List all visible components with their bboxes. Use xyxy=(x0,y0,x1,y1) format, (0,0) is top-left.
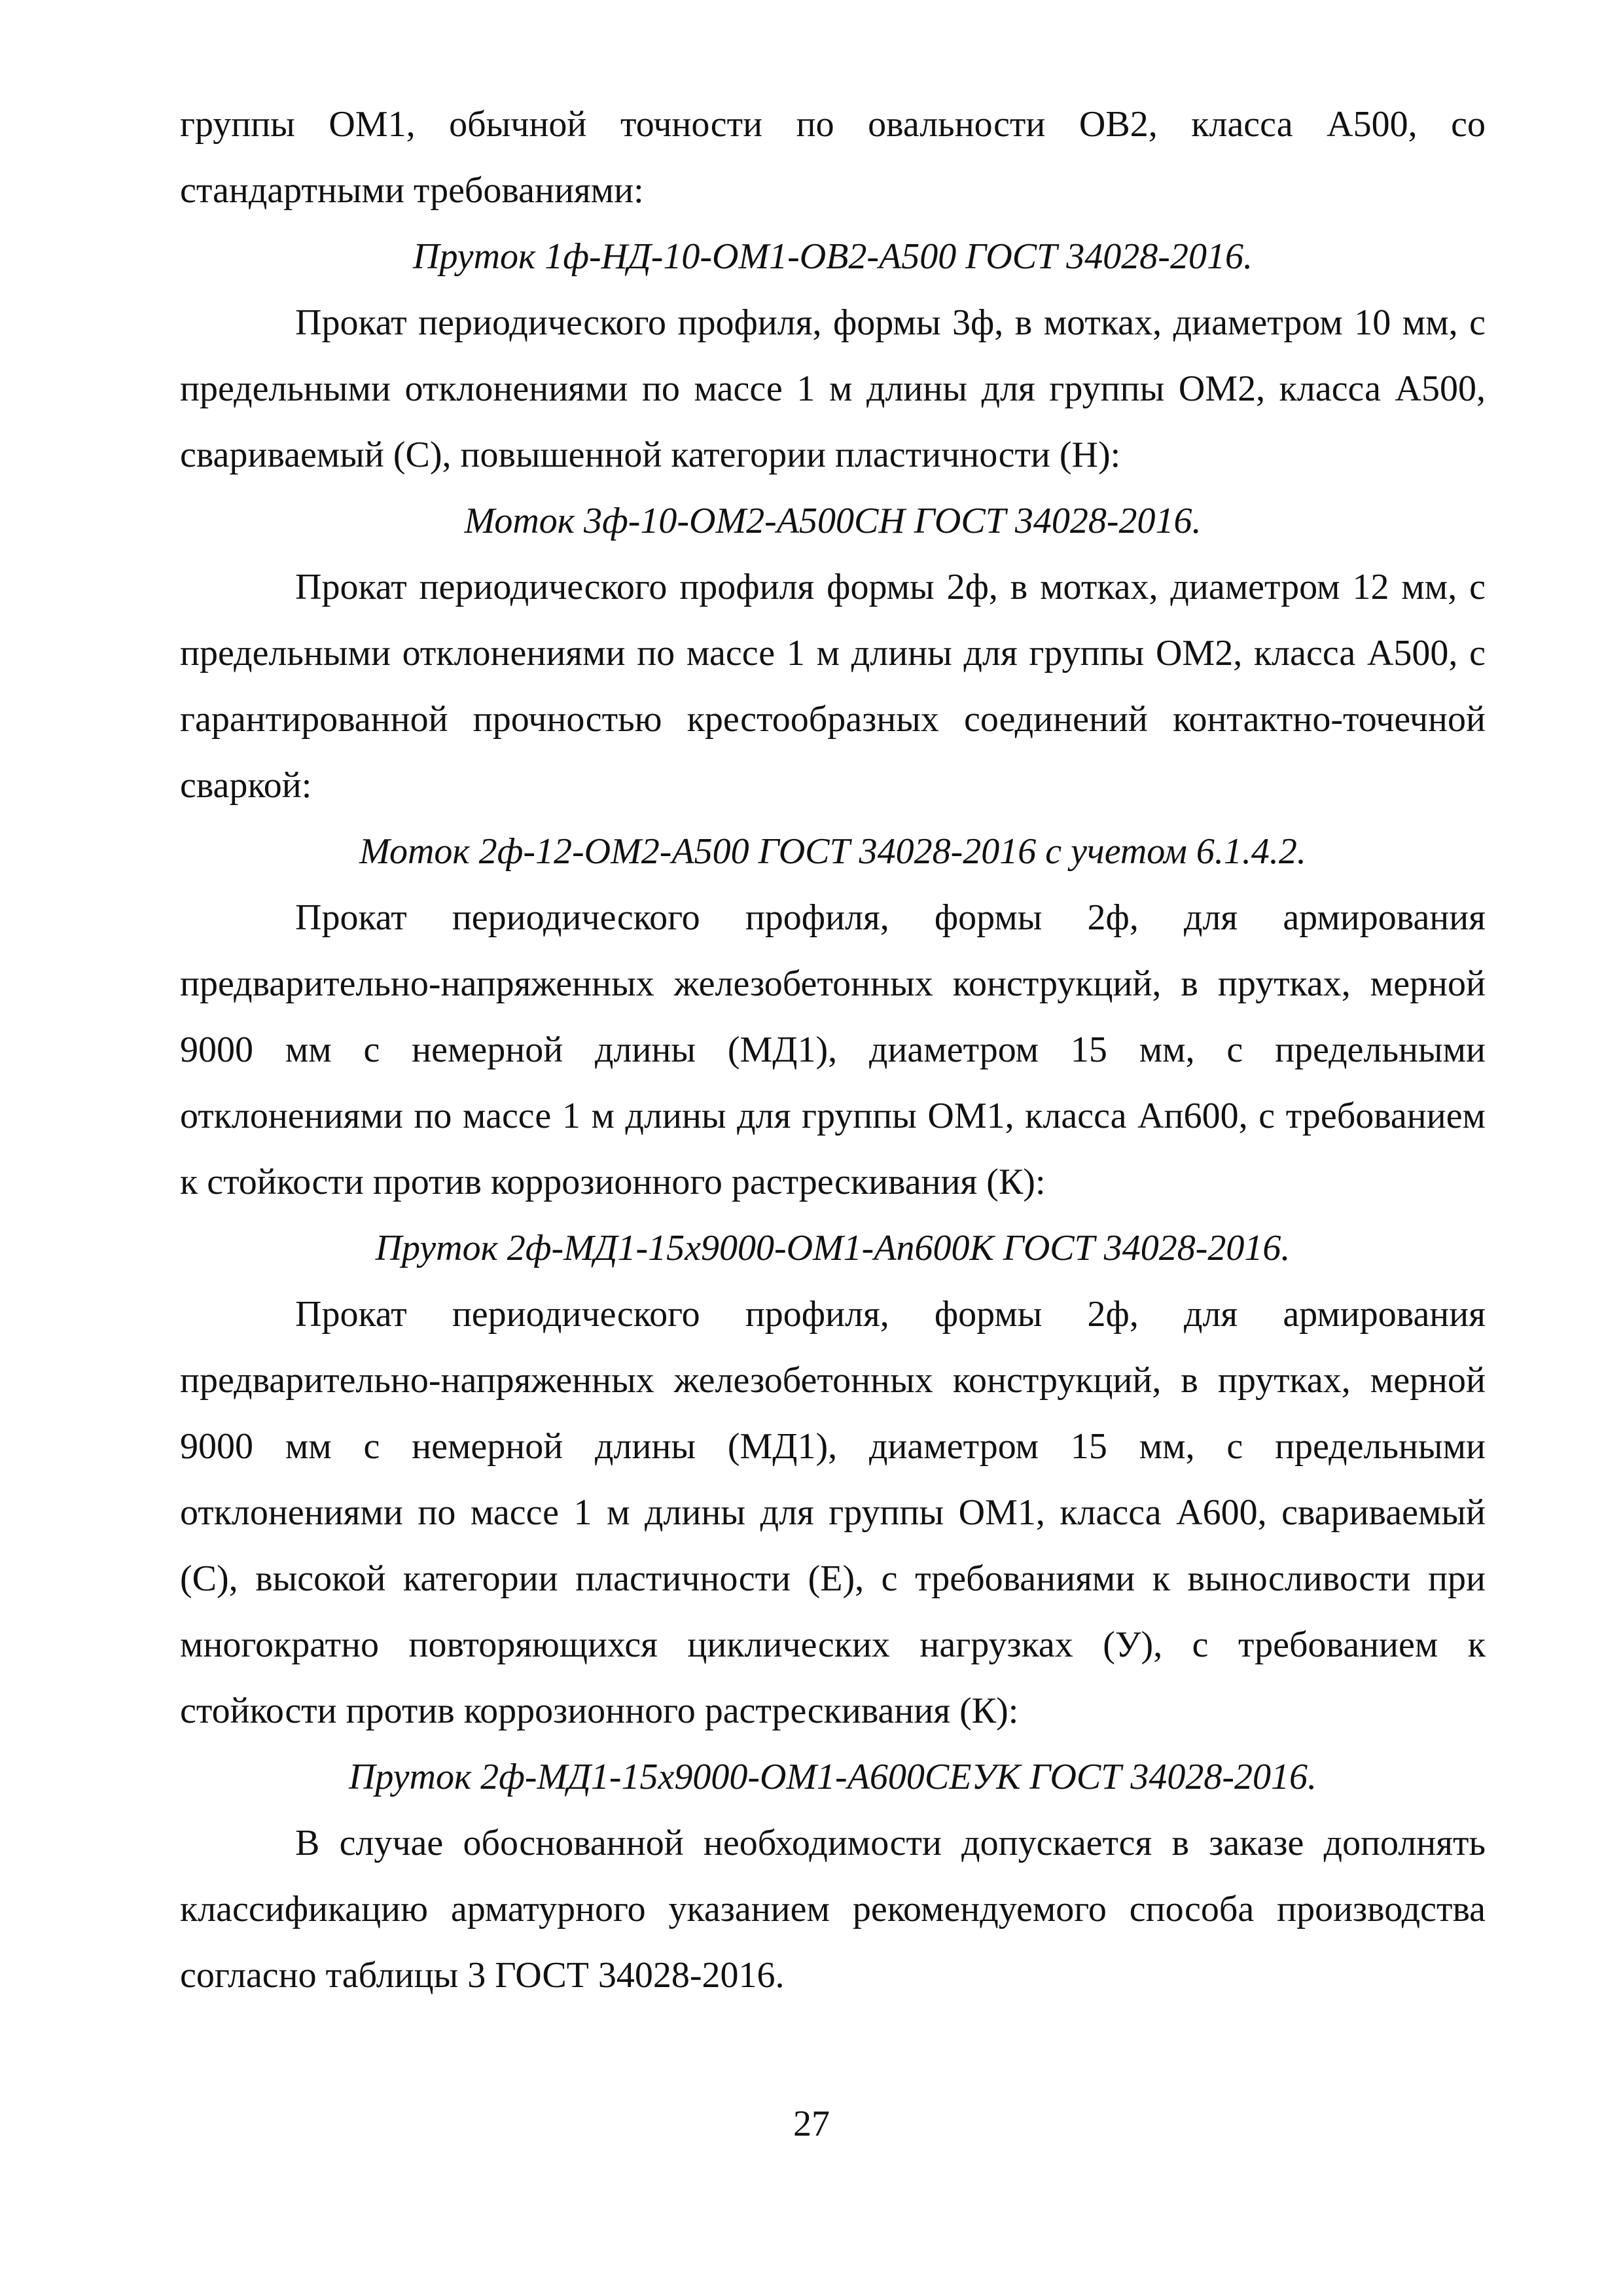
page-body xyxy=(180,92,1486,2009)
paragraph-ap600-bar: Прокат периодического профиля, формы 2ф, для армирования предварительно-напряженных железобетонных конструкций, в прутках, мерной 9000 мм с немерной длины (МД1), диаметром 15 мм, с предельными отклонениями по массе 1 м длины для группы ОМ1, класса Ап600, с требованием к стойкости против коррозионного растрескивания (К): xyxy=(180,897,1486,1202)
paragraph-a600-bar: Прокат периодического профиля, формы 2ф, для армирования предварительно-напряженных железобетонных конструкций, в прутках, мерной 9000 мм с немерной длины (МД1), диаметром 15 мм, с предельными отклонениями по массе 1 м длины для группы ОМ1, класса А600, свариваемый (С), высокой категории пластичности (Е), с требованиями к выносливости при многократно повторяющихся циклических нагрузках (У), с требованием к стойкости против коррозионного растрескивания (К): xyxy=(180,1294,1486,1731)
designation-example-1: Пруток 1ф-НД-10-ОМ1-ОВ2-А500 ГОСТ 34028-2016. xyxy=(413,236,1253,277)
paragraph-2f-coil: Прокат периодического профиля формы 2ф, в мотках, диаметром 12 мм, с предельными отклонениями по массе 1 м длины для группы ОМ2, класса А500, с гарантированной прочностью крестообразных соединений контактно-точечной сваркой: xyxy=(180,567,1486,806)
paragraph-3f-coil: Прокат периодического профиля, формы 3ф, в мотках, диаметром 10 мм, с предельными отклонениями по массе 1 м длины для группы ОМ2, класса А500, свариваемый (С), повышенной категории пластичности (Н): xyxy=(180,302,1486,475)
designation-example-4: Пруток 2ф-МД1-15х9000-ОМ1-Ап600К ГОСТ 34028-2016. xyxy=(375,1228,1291,1268)
page-number: 27 xyxy=(793,2104,830,2144)
designation-example-5: Пруток 2ф-МД1-15х9000-ОМ1-А600СЕУК ГОСТ 34028-2016. xyxy=(348,1757,1317,1797)
designation-example-2: Моток 3ф-10-ОМ2-А500СН ГОСТ 34028-2016. xyxy=(464,501,1202,541)
designation-example-3: Моток 2ф-12-ОМ2-А500 ГОСТ 34028-2016 с учетом 6.1.4.2. xyxy=(359,831,1306,872)
paragraph-continuation: группы ОМ1, обычной точности по овальности ОВ2, класса А500, со стандартными требованиями: xyxy=(180,104,1486,211)
paragraph-production-method: В случае обоснованной необходимости допускается в заказе дополнять классификацию арматурного указанием рекомендуемого способа производства согласно таблицы 3 ГОСТ 34028-2016. xyxy=(180,1823,1486,1996)
